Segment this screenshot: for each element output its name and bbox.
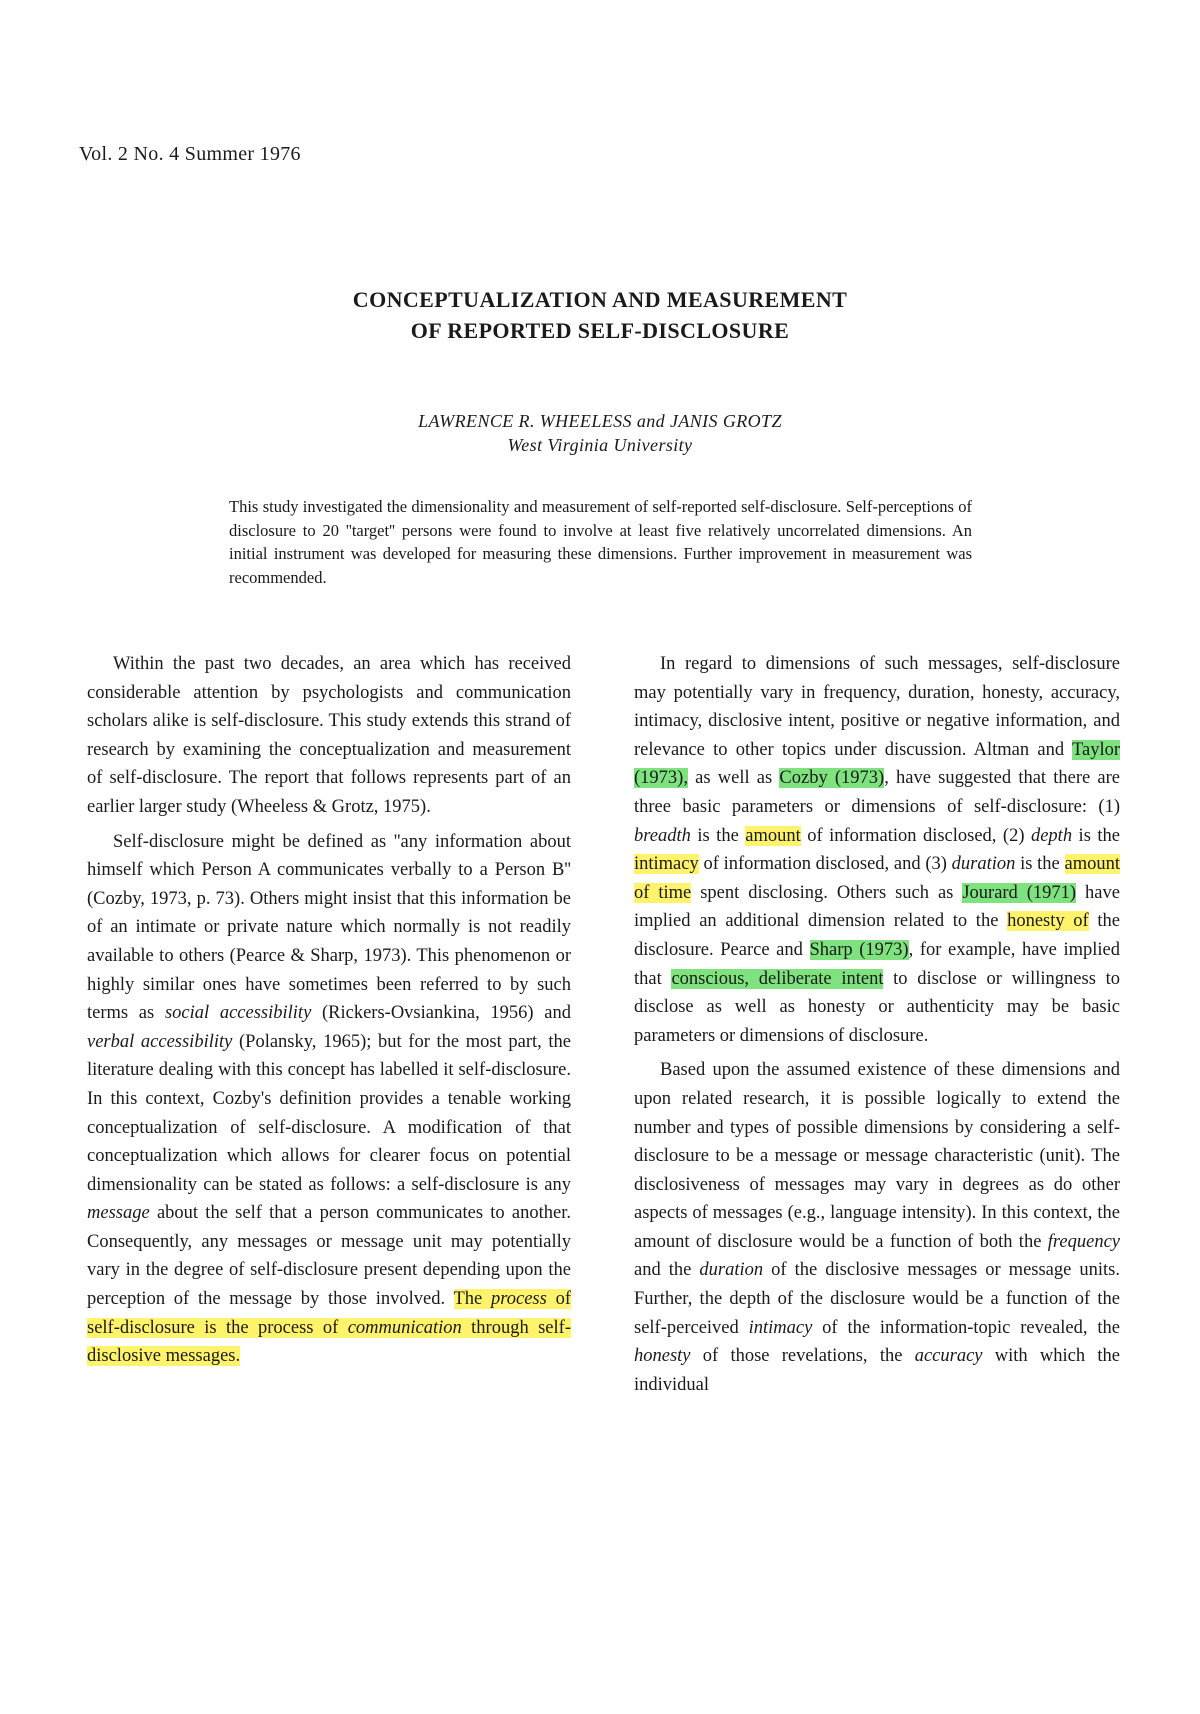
paragraph-dimensions: [634, 650, 1120, 1050]
text-run: to disclose or willingness to disclose as well as honesty or authenticity may be basic parameters or dimensions of disclosure.: [634, 968, 1120, 1046]
citation-highlight: Jourard (1971): [962, 882, 1077, 903]
citation-highlight: Taylor (1973),: [634, 739, 1120, 789]
text-run: (Rickers-Ovsiankina, 1956) and: [311, 1003, 571, 1024]
text-run: , for example, have implied that: [634, 939, 1120, 989]
italic-term: frequency: [1047, 1231, 1120, 1252]
left-column: [87, 650, 571, 1371]
text-run: is the: [1015, 854, 1065, 875]
text-run: In regard to dimensions of such messages, self-disclosure may potentially vary in frequency, duration, honesty, accuracy, intimacy, disclosive intent, positive or negative information, and relevance to other topics under discussion. Altman and: [634, 654, 1120, 760]
citation-highlight: Cozby (1973): [779, 768, 885, 789]
italic-term: breadth: [634, 825, 691, 846]
term-highlight: amount: [745, 825, 801, 846]
title-line-1: CONCEPTUALIZATION AND MEASUREMENT: [352, 287, 848, 312]
affiliation: West Virginia University: [507, 435, 693, 455]
italic-term: process: [491, 1289, 547, 1310]
author-names: [0, 409, 1200, 433]
author-2: JANIS GROTZ: [669, 411, 782, 431]
text-run: of information disclosed, (2): [800, 825, 1031, 846]
right-column: [634, 650, 1120, 1399]
italic-term: intimacy: [748, 1317, 813, 1338]
text-run: is the: [1072, 825, 1120, 846]
text-run: , have suggested that there are three basic parameters or dimensions of self-disclosure: (1): [634, 768, 1121, 817]
paragraph-intro: Within the past two decades, an area which has received considerable attention by psychologists and communication scholars alike is self-disclosure. This study extends this strand of research by examining the conceptualization and measurement of self-disclosure. The report that follows represents part of an earlier larger study (Wheeless & Grotz, 1975).: [87, 654, 571, 817]
italic-term: depth: [1030, 825, 1073, 846]
text-run: through self-disclosive messages.: [87, 1317, 571, 1367]
authors-block: [0, 409, 1200, 457]
italic-term: message: [87, 1203, 150, 1224]
text-run: and the: [634, 1260, 700, 1281]
text-run: Self-disclosure might be defined as ''any information about himself which Person A communicates verbally to a Person B'' (Cozby, 1973, p. 73). Others might insist that this information be of an intimate or private nature which normally is not readily available to others (Pearce & Sharp, 1973). This phenomenon or highly similar ones have sometimes been referred to by such terms as: [87, 831, 571, 1024]
text-run: of information disclosed, and (3): [698, 854, 952, 875]
italic-term: accuracy: [914, 1346, 983, 1367]
text-run: of the disclosive messages or message units. Further, the depth of the disclosure would be a function of the self-perceived: [634, 1260, 1121, 1338]
text-run: The: [453, 1289, 491, 1310]
italic-term: communication: [347, 1317, 462, 1338]
text-run: of self-disclosure is the process of: [87, 1289, 571, 1338]
term-highlight: honesty of: [1007, 911, 1089, 932]
italic-term: verbal accessibility: [87, 1031, 233, 1052]
text-run: the disclosure. Pearce and: [634, 911, 1120, 960]
abstract: This study investigated the dimensionality and measurement of self-reported self-disclosure. Self-perceptions of disclosure to 20 ''target'' persons were found to involve at least five relatively uncorrelated dimensions. An initial instrument was developed for measuring these dimensions. Further improvement in measurement was recommended.: [229, 497, 972, 587]
italic-term: duration: [699, 1260, 764, 1281]
text-run: spent disclosing. Others such as: [691, 882, 963, 903]
author-1: LAWRENCE R. WHEELESS: [418, 411, 632, 431]
author-conjunction: and: [636, 411, 666, 431]
italic-term: duration: [951, 854, 1016, 875]
text-run: (Polansky, 1965); but for the most part, the literature dealing with this concept has labelled it self-disclosure. In this context, Cozby's definition provides a tenable working conceptualization of self-disclosure. A modification of that conceptualization which allows for clearer focus on potential dimensionality can be stated as follows: a self-disclosure is any: [87, 1031, 571, 1195]
italic-term: social accessibility: [164, 1003, 312, 1024]
phrase-highlight: conscious, deliberate intent: [671, 968, 884, 989]
text-run: Based upon the assumed existence of these dimensions and upon related research, it is possible logically to extend the number and types of possible dimensions by considering a self-disclosure to be a message or message characteristic (unit). The disclosiveness of messages may vary in degrees as do other aspects of messages (e.g., language intensity). In this context, the amount of disclosure would be a function of both the: [634, 1060, 1120, 1252]
volume-info: Vol. 2 No. 4 Summer 1976: [79, 143, 301, 165]
text-run: of those revelations, the: [690, 1346, 915, 1367]
term-highlight: intimacy: [634, 854, 699, 875]
text-run: with which the individual: [634, 1346, 1120, 1395]
text-run: have implied an additional dimension related to the: [634, 882, 1120, 932]
text-run: as well as: [687, 768, 780, 789]
text-run: is the: [690, 825, 746, 846]
title-line-2: OF REPORTED SELF-DISCLOSURE: [410, 318, 790, 343]
paragraph-extension: [634, 1056, 1120, 1399]
citation-highlight: Sharp (1973): [809, 939, 909, 960]
term-highlight: amount of time: [634, 854, 1120, 903]
article-title: [0, 284, 1200, 346]
paragraph-definition: [87, 828, 571, 1371]
text-run: about the self that a person communicates to another. Consequently, any messages or message unit may potentially vary in the degree of self-disclosure present depending upon the perception of the message by those involved.: [87, 1203, 571, 1310]
text-run: of the information-topic revealed, the: [812, 1317, 1120, 1338]
italic-term: honesty: [634, 1346, 691, 1367]
